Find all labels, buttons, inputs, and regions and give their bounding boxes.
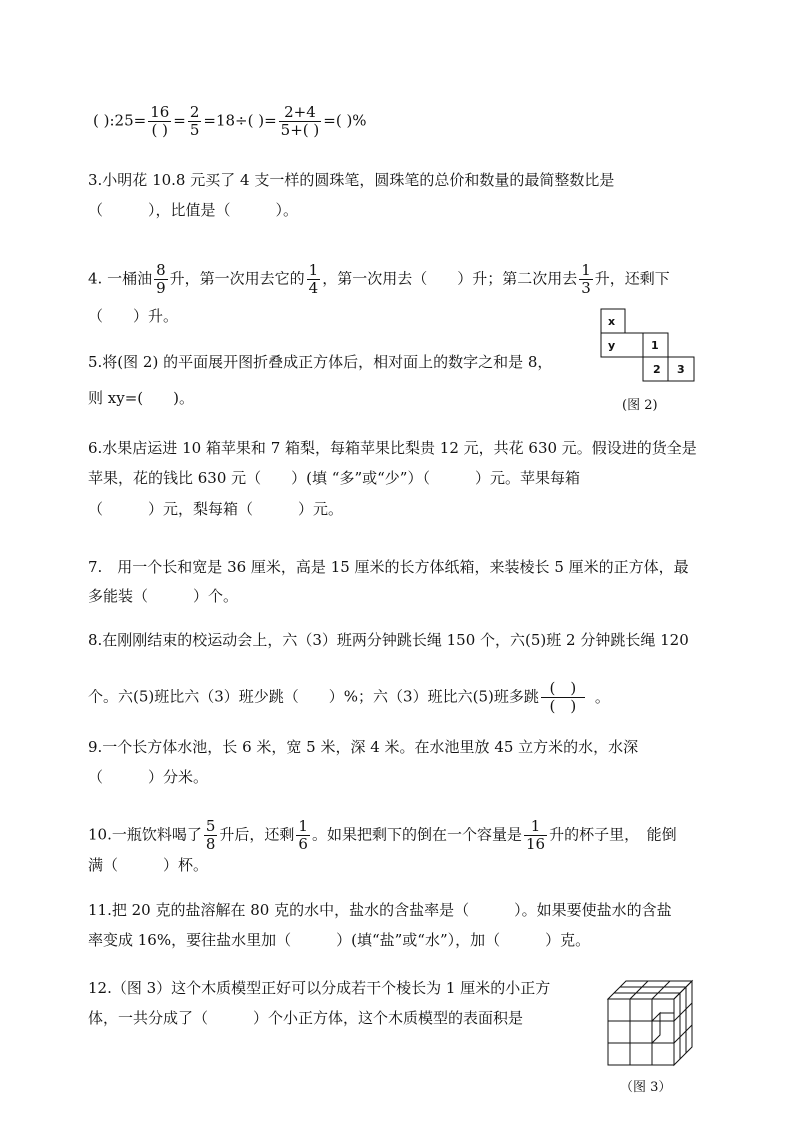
q4-text: 4. 一桶油 — [88, 269, 153, 288]
cube-net-figure — [600, 308, 700, 384]
net-label-2: 2 — [653, 363, 661, 376]
q10-fraction-1 — [204, 818, 218, 853]
q5-line-2: 则 xy=( )。 — [88, 389, 194, 407]
q6-line-2: 苹果，花的钱比 630 元（ ）(填 “多”或“少”）（ ）元。苹果每箱 — [88, 469, 580, 487]
q12-line-1: 12.（图 3）这个木质模型正好可以分成若干个棱长为 1 厘米的小正方 — [88, 979, 551, 997]
q4-fraction-3 — [579, 262, 593, 297]
q4-fraction-2 — [307, 262, 321, 297]
q11-line-2: 率变成 16%，要往盐水里加（ ）(填“盐”或“水”），加（ ）克。 — [88, 931, 591, 949]
q11-line-1: 11.把 20 克的盐溶解在 80 克的水中，盐水的含盐率是（ ）。如果要使盐水的含盐 — [88, 901, 672, 919]
net-label-x: x — [608, 315, 616, 328]
q8-fraction — [541, 680, 585, 715]
q2-fraction-3 — [279, 104, 322, 139]
q6-line-3: （ ）元，梨每箱（ ）元。 — [88, 500, 344, 518]
net-label-3: 3 — [677, 363, 685, 376]
q4-text: 升，第一次用去它的 — [169, 269, 305, 288]
q3-line-1: 3.小明花 10.8 元买了 4 支一样的圆珠笔，圆珠笔的总价和数量的最简整数比是 — [88, 171, 615, 189]
q6-line-1: 6.水果店运进 10 箱苹果和 7 箱梨，每箱苹果比梨贵 12 元，共花 630 元。假设进的货全是 — [88, 439, 697, 457]
q4-text: 升，还剩下 — [594, 269, 670, 288]
q4-line-1 — [88, 262, 670, 297]
fraction-denominator: 16 — [525, 835, 546, 853]
q10-line-1 — [88, 818, 677, 853]
fraction-numerator: 1 — [581, 261, 591, 279]
fraction-numerator: 5 — [205, 817, 216, 835]
q7-line-1: 7. 用一个长和宽是 36 厘米，高是 15 厘米的长方体纸箱，来装棱长 5 厘米的正方体，最 — [88, 558, 689, 576]
fraction-denominator: ( ) — [148, 121, 171, 139]
q2-text: =( )% — [323, 111, 367, 130]
fraction-denominator: ( ) — [541, 697, 585, 715]
q5-line-1: 5.将(图 2) 的平面展开图折叠成正方体后，相对面上的数字之和是 8， — [88, 353, 553, 371]
fraction-numerator: ( ) — [549, 679, 577, 697]
q2-text: =18÷( )= — [203, 111, 277, 130]
q4-text: ，第一次用去（ ）升；第二次用去 — [322, 269, 578, 288]
fraction-denominator: 5 — [189, 121, 200, 139]
q10-text: 升的杯子里， 能倒 — [549, 825, 677, 844]
q2-fraction-1 — [148, 104, 171, 139]
fraction-denominator: 9 — [156, 279, 166, 297]
figure-2-caption: (图 2) — [622, 398, 658, 413]
fraction-numerator: 1 — [298, 817, 308, 835]
fraction-denominator: 6 — [298, 835, 308, 853]
net-label-y: y — [608, 339, 616, 352]
fraction-denominator: 5+( ) — [280, 121, 320, 139]
q10-line-2: 满（ ）杯。 — [88, 856, 209, 874]
q2-equation — [93, 104, 367, 139]
q4-fraction-1 — [154, 262, 168, 297]
q8-text: 。 — [594, 687, 610, 706]
fraction-numerator: 2 — [189, 103, 200, 121]
q9-line-1: 9.一个长方体水池，长 6 米，宽 5 米，深 4 米。在水池里放 45 立方米的水，水深 — [88, 738, 639, 756]
fraction-denominator: 4 — [308, 279, 319, 297]
q2-text: ( ):25= — [93, 111, 147, 130]
net-label-1: 1 — [651, 339, 659, 352]
q10-text: 10.一瓶饮料喝了 — [88, 825, 202, 844]
q10-fraction-2 — [296, 818, 310, 853]
q12-line-2: 体，一共分成了（ ）个小正方体，这个木质模型的表面积是 — [88, 1009, 524, 1027]
fraction-numerator: 1 — [308, 261, 319, 279]
q2-fraction-2 — [188, 104, 202, 139]
q4-line-2: （ ）升。 — [88, 307, 179, 325]
q3-line-2: （ ），比值是（ ）。 — [88, 201, 299, 219]
fraction-numerator: 2+4 — [284, 103, 316, 121]
figure-3-caption: （图 3） — [620, 1080, 672, 1095]
fraction-numerator: 16 — [150, 103, 170, 121]
q7-line-2: 多能装（ ）个。 — [88, 587, 239, 605]
fraction-numerator: 8 — [156, 261, 166, 279]
q2-text: = — [173, 111, 186, 130]
fraction-denominator: 8 — [205, 835, 216, 853]
q10-text: 升后，还剩 — [219, 825, 295, 844]
q8-line-2 — [88, 680, 610, 715]
q10-text: 。如果把剩下的倒在一个容量是 — [311, 825, 522, 844]
fraction-numerator: 1 — [530, 817, 541, 835]
q8-line-1: 8.在刚刚结束的校运动会上，六（3）班两分钟跳长绳 150 个，六(5)班 2 分钟跳长绳 120 — [88, 631, 689, 649]
q10-fraction-3 — [524, 818, 547, 853]
cube-model-figure — [604, 976, 700, 1070]
q9-line-2: （ ）分米。 — [88, 768, 209, 786]
fraction-denominator: 3 — [581, 279, 591, 297]
q8-text: 个。六(5)班比六（3）班少跳（ ）%；六（3）班比六(5)班多跳 — [88, 687, 539, 706]
